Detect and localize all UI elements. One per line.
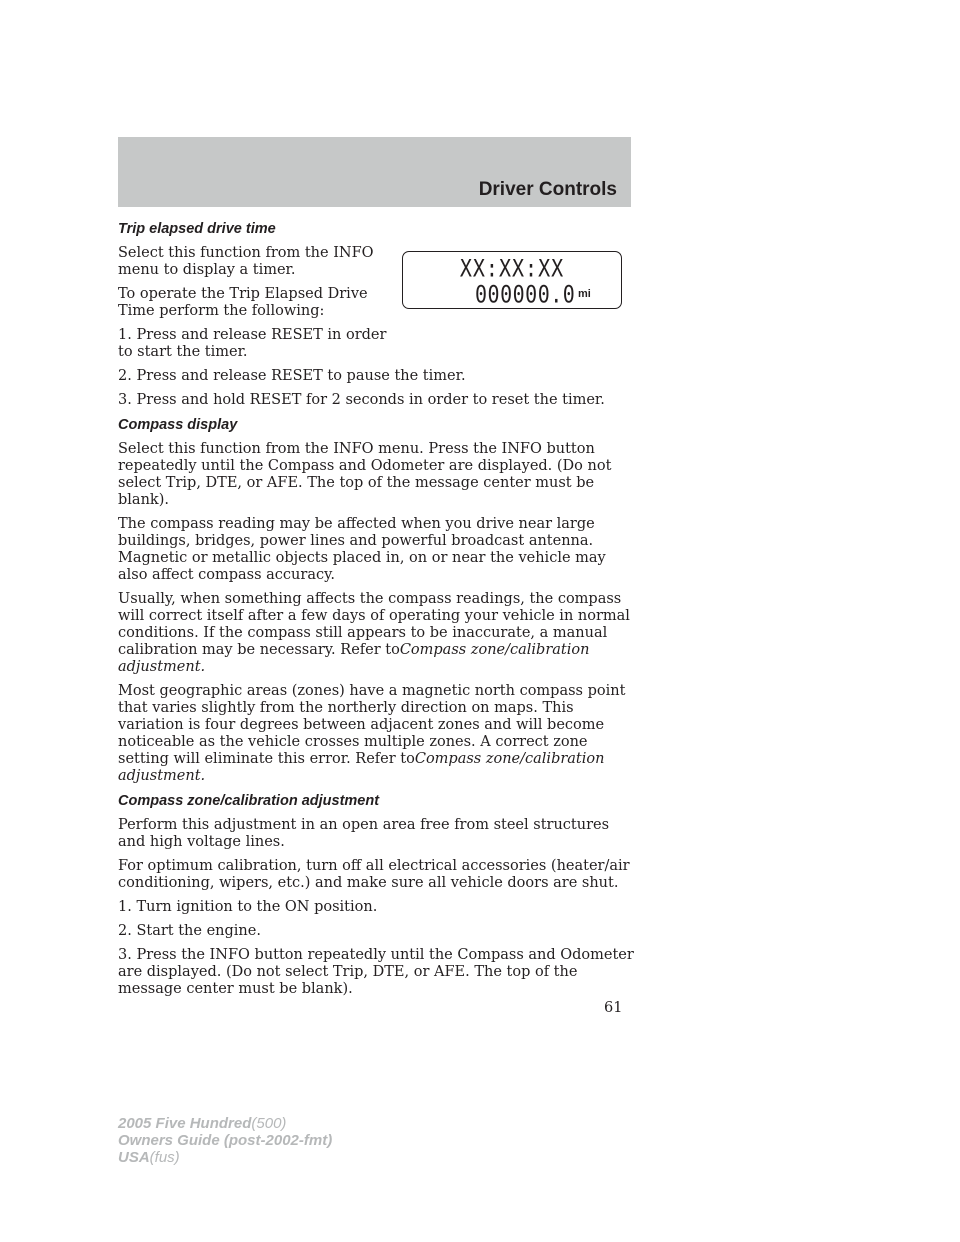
step-item: 3. Press the INFO button repeatedly until the Compass and Odometer are displayed. (Do not select Trip, DTE, or AFE. The top of the message center must be blank). [118, 947, 634, 997]
document-footer [118, 1115, 332, 1166]
paragraph: To operate the Trip Elapsed Drive Time perform the following: [118, 286, 368, 319]
heading-trip-elapsed: Trip elapsed drive time [118, 221, 276, 237]
paragraph [118, 591, 638, 676]
footer-line [118, 1132, 332, 1149]
odometer-readout: 000000.0 [475, 279, 576, 309]
paragraph: For optimum calibration, turn off all electrical accessories (heater/air conditioning, wipers, etc.) and make sure all vehicle doors are shut. [118, 858, 630, 891]
step-item: 1. Turn ignition to the ON position. [118, 899, 378, 915]
heading-compass-display: Compass display [118, 417, 238, 433]
step-item: 2. Press and release RESET to pause the timer. [118, 368, 466, 384]
step-item: 2. Start the engine. [118, 923, 261, 939]
step-item: 3. Press and hold RESET for 2 seconds in order to reset the timer. [118, 392, 605, 408]
paragraph-text: Most geographic areas (zones) have a magnetic north compass point that varies slightly from the northerly direction on maps. This variation is four degrees between adjacent zones and will become noticeable as the vehicle crosses multiple zones. A correct zone setting will eliminate this error. Refer to [118, 683, 626, 767]
paragraph [118, 683, 638, 785]
step-item: 1. Press and release RESET in order to start the timer. [118, 327, 387, 360]
page-number: 61 [604, 1000, 623, 1016]
footer-market-code: (fus) [149, 1149, 180, 1166]
footer-line [118, 1115, 332, 1132]
cross-reference: Compass zone/calibration adjustment. [118, 642, 590, 675]
footer-market: USA [118, 1149, 150, 1166]
footer-model: 2005 Five Hundred [118, 1115, 252, 1132]
footer-line [118, 1149, 332, 1166]
paragraph: Select this function from the INFO menu to display a timer. [118, 245, 374, 278]
paragraph: Perform this adjustment in an open area free from steel structures and high voltage lines. [118, 817, 610, 850]
paragraph-text: Usually, when something affects the compass readings, the compass will correct itself after a few days of operating your vehicle in normal conditions. If the compass still appears to be inaccurate, a manual calibration may be necessary. Refer to [118, 591, 630, 658]
page-content [118, 220, 638, 1005]
cross-reference: Compass zone/calibration adjustment. [118, 751, 605, 784]
paragraph: The compass reading may be affected when you drive near large buildings, bridges, power lines and powerful broadcast antenna. Magnetic or metallic objects placed in, on or near the vehicle may also affect compass accuracy. [118, 516, 606, 583]
section-title: Driver Controls [478, 179, 617, 200]
footer-guide: Owners Guide (post-2002-fmt) [118, 1132, 333, 1149]
odometer-unit: mi [578, 288, 591, 300]
paragraph: Select this function from the INFO menu. Press the INFO button repeatedly until the Compass and Odometer are displayed. (Do not select Trip, DTE, or AFE. The top of the message center must be blank). [118, 441, 612, 508]
trip-timer-readout: XX:XX:XX [459, 253, 565, 283]
section-header-band [118, 137, 631, 207]
footer-model-code: (500) [251, 1115, 287, 1132]
heading-calibration: Compass zone/calibration adjustment [118, 793, 380, 809]
